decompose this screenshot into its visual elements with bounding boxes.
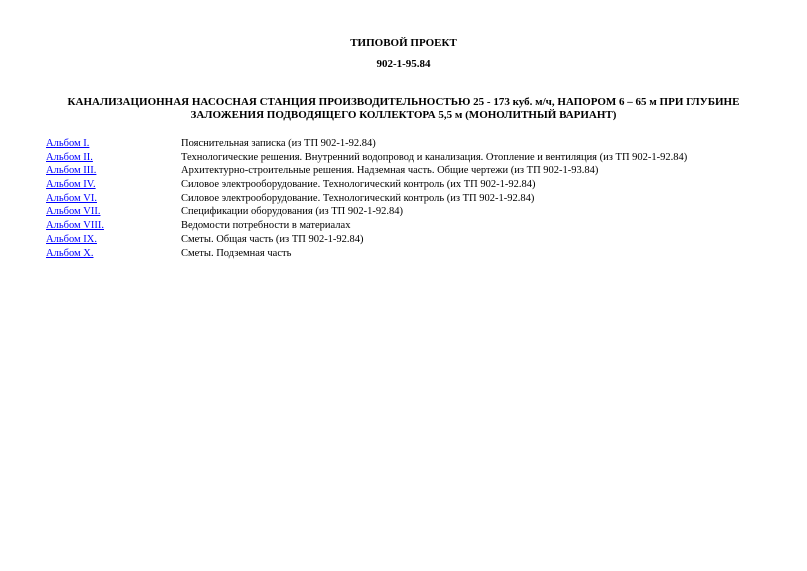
album-row <box>46 219 786 233</box>
project-title-line-2: ЗАЛОЖЕНИЯ ПОДВОДЯЩЕГО КОЛЛЕКТОРА 5,5 м (МОНОЛИТНЫЙ ВАРИАНТ) <box>190 109 617 121</box>
project-code: 902-1-95.84 <box>376 58 431 70</box>
album-link-3[interactable]: Альбом III. <box>46 165 97 177</box>
album-row <box>46 137 786 151</box>
album-description: Сметы. Общая часть (из ТП 902-1-92.84) <box>181 233 364 245</box>
album-row <box>46 178 786 192</box>
album-link-8[interactable]: Альбом VIII. <box>46 220 104 232</box>
album-row <box>46 247 786 261</box>
album-link-4[interactable]: Альбом IV. <box>46 179 96 191</box>
project-title <box>40 96 767 122</box>
project-title-line-1: КАНАЛИЗАЦИОННАЯ НАСОСНАЯ СТАНЦИЯ ПРОИЗВОДИТЕЛЬНОСТЬЮ 25 - 173 куб. м/ч, НАПОРОМ 6 – 65 м ПРИ ГЛУБИНЕ <box>67 96 740 108</box>
album-description: Спецификации оборудования (из ТП 902-1-92.84) <box>181 206 403 218</box>
album-link-10[interactable]: Альбом X. <box>46 247 94 259</box>
album-row <box>46 233 786 247</box>
album-list <box>46 137 786 260</box>
album-row <box>46 205 786 219</box>
album-link-1[interactable]: Альбом I. <box>46 138 90 149</box>
album-row <box>46 164 786 178</box>
album-link-6[interactable]: Альбом VI. <box>46 192 97 204</box>
album-description: Силовое электрооборудование. Технологический контроль (их ТП 902-1-92.84) <box>181 179 536 191</box>
album-row <box>46 151 786 165</box>
album-link-9[interactable]: Альбом IX. <box>46 233 97 245</box>
album-description: Сметы. Подземная часть <box>181 247 292 259</box>
album-row <box>46 192 786 206</box>
album-link-2[interactable]: Альбом II. <box>46 151 93 163</box>
album-description: Технологические решения. Внутренний водопровод и канализация. Отопление и вентиляция (из ТП 902-1-92.84) <box>181 151 688 163</box>
album-description: Архитектурно-строительные решения. Надземная часть. Общие чертежи (из ТП 902-1-93.84) <box>181 165 599 177</box>
album-description: Пояснительная записка (из ТП 902-1-92.84) <box>181 138 376 149</box>
album-description: Ведомости потребности в материалах <box>181 220 351 232</box>
album-description: Силовое электрооборудование. Технологический контроль (из ТП 902-1-92.84) <box>181 192 535 204</box>
document-type-heading: ТИПОВОЙ ПРОЕКТ <box>350 37 457 49</box>
album-link-7[interactable]: Альбом VII. <box>46 206 101 218</box>
